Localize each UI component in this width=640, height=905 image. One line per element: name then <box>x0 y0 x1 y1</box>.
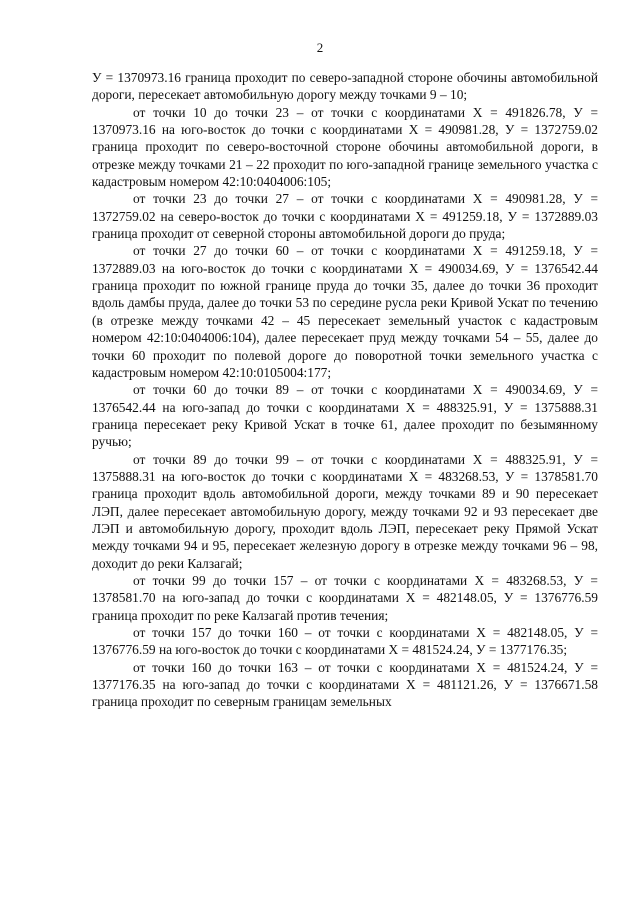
paragraph: от точки 99 до точки 157 – от точки с координатами Х = 483268.53, У = 1378581.70 на юго-запад до точки с координатами Х = 482148.05, У = 1376776.59 граница проходит по реке Калзагай против течения; <box>92 572 598 623</box>
paragraph: У = 1370973.16 граница проходит по северо-западной стороне обочины автомобильной дороги, пересекает автомобильную дорогу между точками 9 – 10; <box>92 70 598 103</box>
paragraph: от точки 27 до точки 60 – от точки с координатами Х = 491259.18, У = 1372889.03 на юго-восток до точки с координатами Х = 490034.69, У = 1376542.44 граница проходит по южной границе пруда до точки 35, далее до точки 36 проходит вдоль дамбы пруда, далее до точки 53 по середине русла реки Кривой Ускат по течению (в отрезке между точками 42 – 45 пересекает земельный участок с кадастровым номером 42:10:0404006:104), далее пересекает пруд между точками 54 – 55, далее до точки 60 проходит по полевой дороге до поворотной точки земельного участка с кадастровым номером 42:10:0105004:177; <box>92 243 598 380</box>
paragraph: от точки 10 до точки 23 – от точки с координатами Х = 491826.78, У = 1370973.16 на юго-восток до точки с координатами Х = 490981.28, У = 1372759.02 граница проходит по северо-восточной стороне обочины автомобильной дороги, в отрезке между точками 21 – 22 проходит по юго-западной границе земельного участка с кадастровым номером 42:10:0404006:105; <box>92 104 598 190</box>
paragraph: от точки 89 до точки 99 – от точки с координатами Х = 488325.91, У = 1375888.31 на юго-восток до точки с координатами Х = 483268.53, У = 1378581.70 граница проходит вдоль автомобильной дороги, между точками 89 и 90 пересекает ЛЭП, далее пересекает автомобильную дорогу, между точками 92 и 93 пересекает две ЛЭП и автомобильную дорогу, проходит вдоль ЛЭП, пересекает реку Прямой Ускат между точками 94 и 95, пересекает железную дорогу в отрезке между точками 96 – 98, доходит до реки Калзагай; <box>92 451 598 571</box>
document-body <box>92 69 598 711</box>
paragraph: от точки 157 до точки 160 – от точки с координатами Х = 482148.05, У = 1376776.59 на юго-восток до точки с координатами Х = 481524.24, У = 1377176.35; <box>92 625 598 658</box>
paragraph: от точки 23 до точки 27 – от точки с координатами Х = 490981.28, У = 1372759.02 на северо-восток до точки с координатами Х = 491259.18, У = 1372889.03 граница проходит от северной стороны автомобильной дороги до пруда; <box>92 191 598 242</box>
paragraph: от точки 160 до точки 163 – от точки с координатами Х = 481524.24, У = 1377176.35 на юго-запад до точки с координатами Х = 481121.26, У = 1376671.58 граница проходит по северным границам земельных <box>92 659 598 710</box>
page-number: 2 <box>316 40 324 55</box>
paragraph: от точки 60 до точки 89 – от точки с координатами Х = 490034.69, У = 1376542.44 на юго-запад до точки с координатами Х = 488325.91, У = 1375888.31 граница пересекает реку Кривой Ускат в точке 61, далее проходит по безымянному ручью; <box>92 382 598 450</box>
